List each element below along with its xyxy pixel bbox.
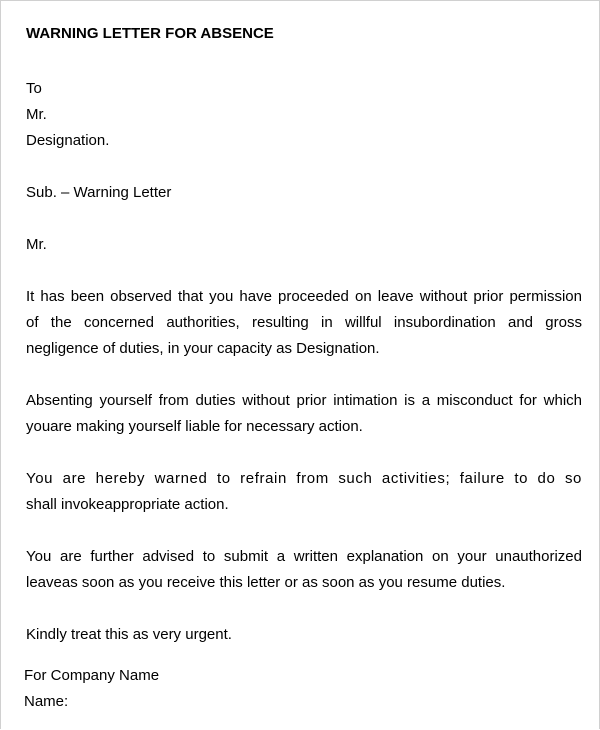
paragraph-line: It has been observed that you have proceeded on leave without prior permission [26,288,582,305]
paragraph-line: youare making yourself liable for necessary action. [26,418,363,435]
to-label: To [26,80,42,97]
paragraph-1 [26,284,582,362]
closing-line: Kindly treat this as very urgent. [26,626,232,643]
subject-line: Sub. – Warning Letter [26,184,172,201]
recipient-designation: Designation. [26,132,110,149]
name-label: Name: [24,693,69,710]
paragraph-line: leaveas soon as you receive this letter or as soon as you resume duties. [26,574,506,591]
recipient-name: Mr. [26,106,47,123]
paragraph-line: of the concerned authorities, resulting in willful insubordination and gross [26,314,582,331]
paragraph-line: negligence of duties, in your capacity as Designation. [26,340,380,357]
letter-body [26,25,582,715]
salutation: Mr. [26,236,47,253]
paragraph-line: Absenting yourself from duties without prior intimation is a misconduct for which [26,392,582,409]
company-signoff: For Company Name [24,667,160,684]
paragraph-3 [26,466,582,518]
paragraph-line: You are hereby warned to refrain from such activities; failure to do so [26,470,582,487]
paragraph-2 [26,388,582,440]
paragraph-line: You are further advised to submit a written explanation on your unauthorized [26,548,582,565]
letter-title: WARNING LETTER FOR ABSENCE [26,25,274,42]
paragraph-4 [26,544,582,596]
paragraph-line: shall invokeappropriate action. [26,496,229,513]
